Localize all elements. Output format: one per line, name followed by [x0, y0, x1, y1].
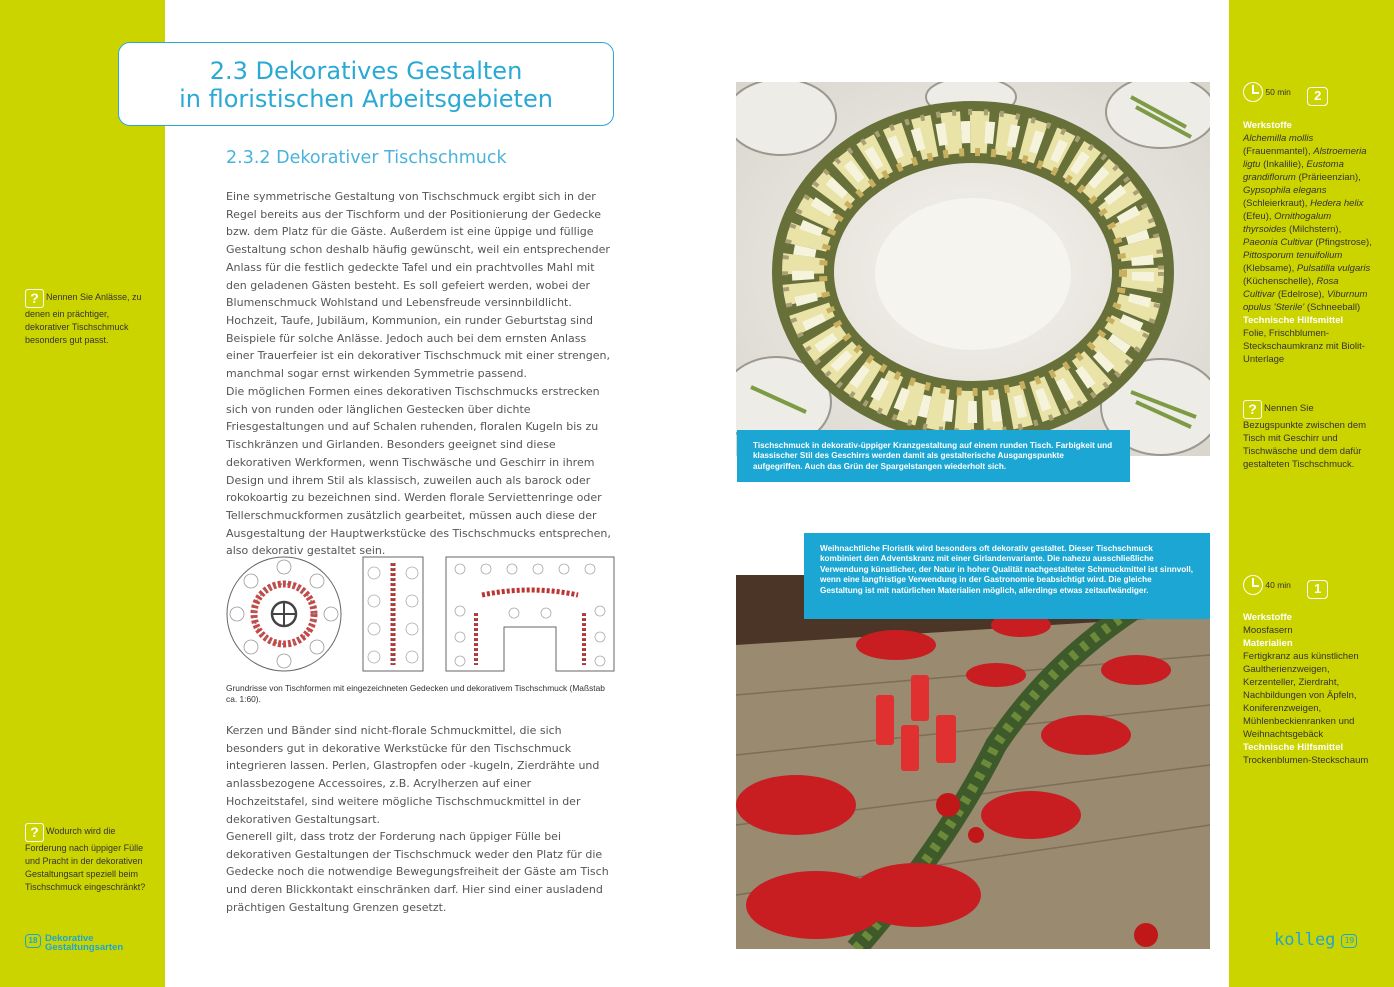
table-floor-plans-figure [224, 553, 618, 675]
question-text: Nennen Sie Anlässe, zu denen ein prächtiger, dekorativer Tischschmuck besonders gut passt. [25, 292, 142, 345]
plant-german: (Inkalilie), [1263, 159, 1304, 170]
plant-latin: Gypsophila elegans [1243, 185, 1327, 196]
plant-german: (Schneeball) [1306, 302, 1361, 313]
werkstoffe-heading: Werkstoffe [1243, 120, 1292, 131]
plant-german: (Prärieenzian), [1298, 172, 1361, 183]
paragraph-1: Eine symmetrische Gestaltung von Tischschmuck ergibt sich in der Regel bereits aus der Tischform und der Positionierung der Gedecke bzw. dem Platz für die Gäste. Außerdem ist eine üppige und füllige Gestaltung schon deshalb häufig gewünscht, weil ein entsprechender Anlass für die festlich gedeckte Tafel und ein prachtvolles Mahl mit den geladenen Gästen besteht. Es soll gefeiert werden, wobei der Blumenschmuck Wohlstand und Lebensfreude versinnbildlicht. Hochzeit, Taufe, Jubiläum, Kommunion, ein runder Geburtstag sind Beispiele für solche Anlässe. Jedoch auch bei dem ernsten Anlass einer Trauerfeier ist ein dekorativer Tischschmuck mit einer strengen, manchmal sogar ernst wirkenden Symmetrie passend. [226, 190, 610, 381]
plant-latin: Hedera helix [1310, 198, 1364, 209]
brand-logo: kolleg [1274, 930, 1336, 950]
paragraph-4: Generell gilt, dass trotz der Forderung nach üppiger Fülle bei dekorativen Gestaltungen der Tischschmuck weder den Platz für die Gedecke noch die notwendige Bewegungsfreiheit der Gäste am Tisch und deren Blickkontakt einschränken darf. Hier sind einer ausladend prächtigen Gestaltung Grenzen gesetzt. [226, 830, 609, 914]
plant-german: (Pfingstrose), [1315, 237, 1372, 248]
question-box-limits [25, 823, 153, 894]
plant-latin: Viburnum opulus 'Sterile' [1243, 289, 1368, 313]
plant-german: (Frauenmantel), [1243, 146, 1311, 157]
difficulty-level: 2 [1307, 87, 1328, 106]
hilfsmittel-heading: Technische Hilfsmittel [1243, 742, 1344, 753]
chapter-title-line-2: in floristischen Arbeitsgebieten [179, 85, 553, 113]
plant-latin: Eustoma grandiflorum [1243, 159, 1344, 183]
question-box-reference [1243, 400, 1373, 471]
christmas-table-photo [736, 575, 1210, 949]
paragraph-2: Die möglichen Formen eines dekorativen Tischschmucks erstrecken sich von runden oder länglichen Gestecken über dichte Friesgestaltungen und auf Schalen ruhenden, floralen Kugeln bis zu Tischkränzen und Girlanden. Besonders geeignet sind diese dekorativen Werkformen, wenn Tischwäsche und Geschirr in ihrem Design und ihrem Stil als klassisch, zuweilen auch als barock oder rokokoartig zu bezeichnen sind. Werden florale Serviettenringe oder Tellerschmuckformen zusätzlich gearbeitet, müssen auch diese der Ausgestaltung der Hauptwerkstücke des Tischschmucks entsprechen, also dekorativ gestaltet sein. [226, 385, 611, 558]
materialien-text: Fertigkranz aus künstlichen Gaultherienzweigen, Kerzenteller, Zierdraht, Nachbildungen von Äpfeln, Koniferenzweigen, Mühlenbeckienranken und Weihnachtsgebäck [1243, 651, 1359, 740]
time-level-row-2 [1243, 575, 1328, 597]
hilfsmittel-text: Trockenblumen-Steckschaum [1243, 755, 1369, 766]
question-icon: ? [1243, 400, 1262, 419]
plant-german: (Klebsame), [1243, 263, 1295, 274]
chapter-title-line-1: 2.3 Dekoratives Gestalten [209, 57, 523, 85]
plant-german: (Milchstern), [1288, 224, 1342, 235]
plant-list [1243, 132, 1373, 314]
footer-section-line-2: Gestaltungsarten [45, 942, 124, 953]
question-icon: ? [25, 823, 44, 842]
round-table-plan [227, 557, 341, 671]
clock-icon [1243, 575, 1263, 595]
long-table-plan [363, 557, 423, 671]
footer-right [1274, 930, 1357, 950]
plant-latin: Pittosporum tenuifolium [1243, 250, 1343, 261]
plant-latin: Pulsatilla vulgaris [1296, 263, 1371, 274]
plant-latin: Rosa Cultivar [1243, 276, 1339, 300]
difficulty-level: 1 [1307, 580, 1328, 599]
clock-icon [1243, 82, 1263, 102]
wreath-photo-caption: Tischschmuck in dekorativ-üppiger Kranzgestaltung auf einem runden Tisch. Farbigkeit und klassischer Stil des Geschirrs werden damit als gestalterische Ausgangspunkte aufgegriffen. Auch das Grün der Spargelstangen wiederholt sich. [737, 430, 1130, 482]
christmas-photo-caption: Weihnachtliche Floristik wird besonders oft dekorativ gestaltet. Dieser Tischschmuck kombiniert den Adventskranz mit einer Girlandenvariante. Die nahezu ausschließliche Verwendung künstlicher, der Natur in hoher Qualität nachgestalteter Schmuckmittel ist sinnvoll, wenn eine langfristige Verwendung in der Gastronomie beabsichtigt wird. Die gleiche Gestaltung ist mit natürlichen Materialien möglich, allerdings etwas zeitaufwändiger. [804, 533, 1210, 619]
plant-latin: Alchemilla mollis [1243, 133, 1314, 144]
chapter-title-box [118, 42, 614, 126]
plant-german: (Küchenschelle), [1243, 276, 1314, 287]
question-text: Nennen Sie Bezugspunkte zwischen dem Tisch mit Geschirr und Tischwäsche und dem dafür gestalteten Tischschmuck. [1243, 403, 1367, 470]
time-estimate: 50 min [1265, 87, 1291, 97]
paragraph-3: Kerzen und Bänder sind nicht-florale Schmuckmittel, die sich besonders gut in dekorative Werkstücke für den Tischschmuck integrieren lassen. Perlen, Glastropfen oder -kugeln, Zierdrähte und anlassbezogene Accessoires, z.B. Acrylherzen auf einer Hochzeitstafel, sind weitere mögliche Tischschmuckmittel in der dekorativen Gestaltungsart. [226, 724, 600, 826]
plant-german: (Schleierkraut), [1243, 198, 1308, 209]
materials-block-1 [1243, 119, 1373, 366]
question-icon: ? [25, 289, 44, 308]
question-text: Wodurch wird die Forderung nach üppiger Fülle und Pracht in der dekorativen Gestaltungsart speziell beim Tischschmuck eingeschränkt? [25, 826, 146, 892]
footer-left [25, 934, 123, 952]
plant-latin: Paeonia Cultivar [1243, 237, 1313, 248]
materialien-heading: Materialien [1243, 638, 1293, 649]
time-level-row-1 [1243, 82, 1328, 104]
page-number-left: 18 [25, 934, 41, 948]
section-subtitle: 2.3.2 Dekorativer Tischschmuck [226, 148, 507, 168]
page-number-right: 19 [1341, 934, 1357, 948]
materials-block-2 [1243, 611, 1373, 767]
footer-section-line-1: Dekorative [45, 933, 94, 944]
plant-german: (Efeu), [1243, 211, 1272, 222]
time-estimate: 40 min [1265, 580, 1291, 590]
hilfsmittel-heading: Technische Hilfsmittel [1243, 315, 1344, 326]
figure-caption: Grundrisse von Tischformen mit eingezeichneten Gedecken und dekorativem Tischschmuck (Maßstab ca. 1:60). [226, 683, 605, 704]
werkstoffe-text: Moosfasern [1243, 625, 1293, 636]
u-table-plan [446, 557, 614, 671]
hilfsmittel-text: Folie, Frischblumen-Steckschaumkranz mit Biolit-Unterlage [1243, 328, 1365, 365]
plant-latin: Ornithogalum thyrsoides [1243, 211, 1332, 235]
plant-latin: Alstroemeria ligtu [1243, 146, 1367, 170]
wreath-table-photo [736, 82, 1210, 456]
question-box-occasions [25, 289, 153, 347]
plant-german: (Edelrose), [1277, 289, 1325, 300]
werkstoffe-heading: Werkstoffe [1243, 612, 1292, 623]
